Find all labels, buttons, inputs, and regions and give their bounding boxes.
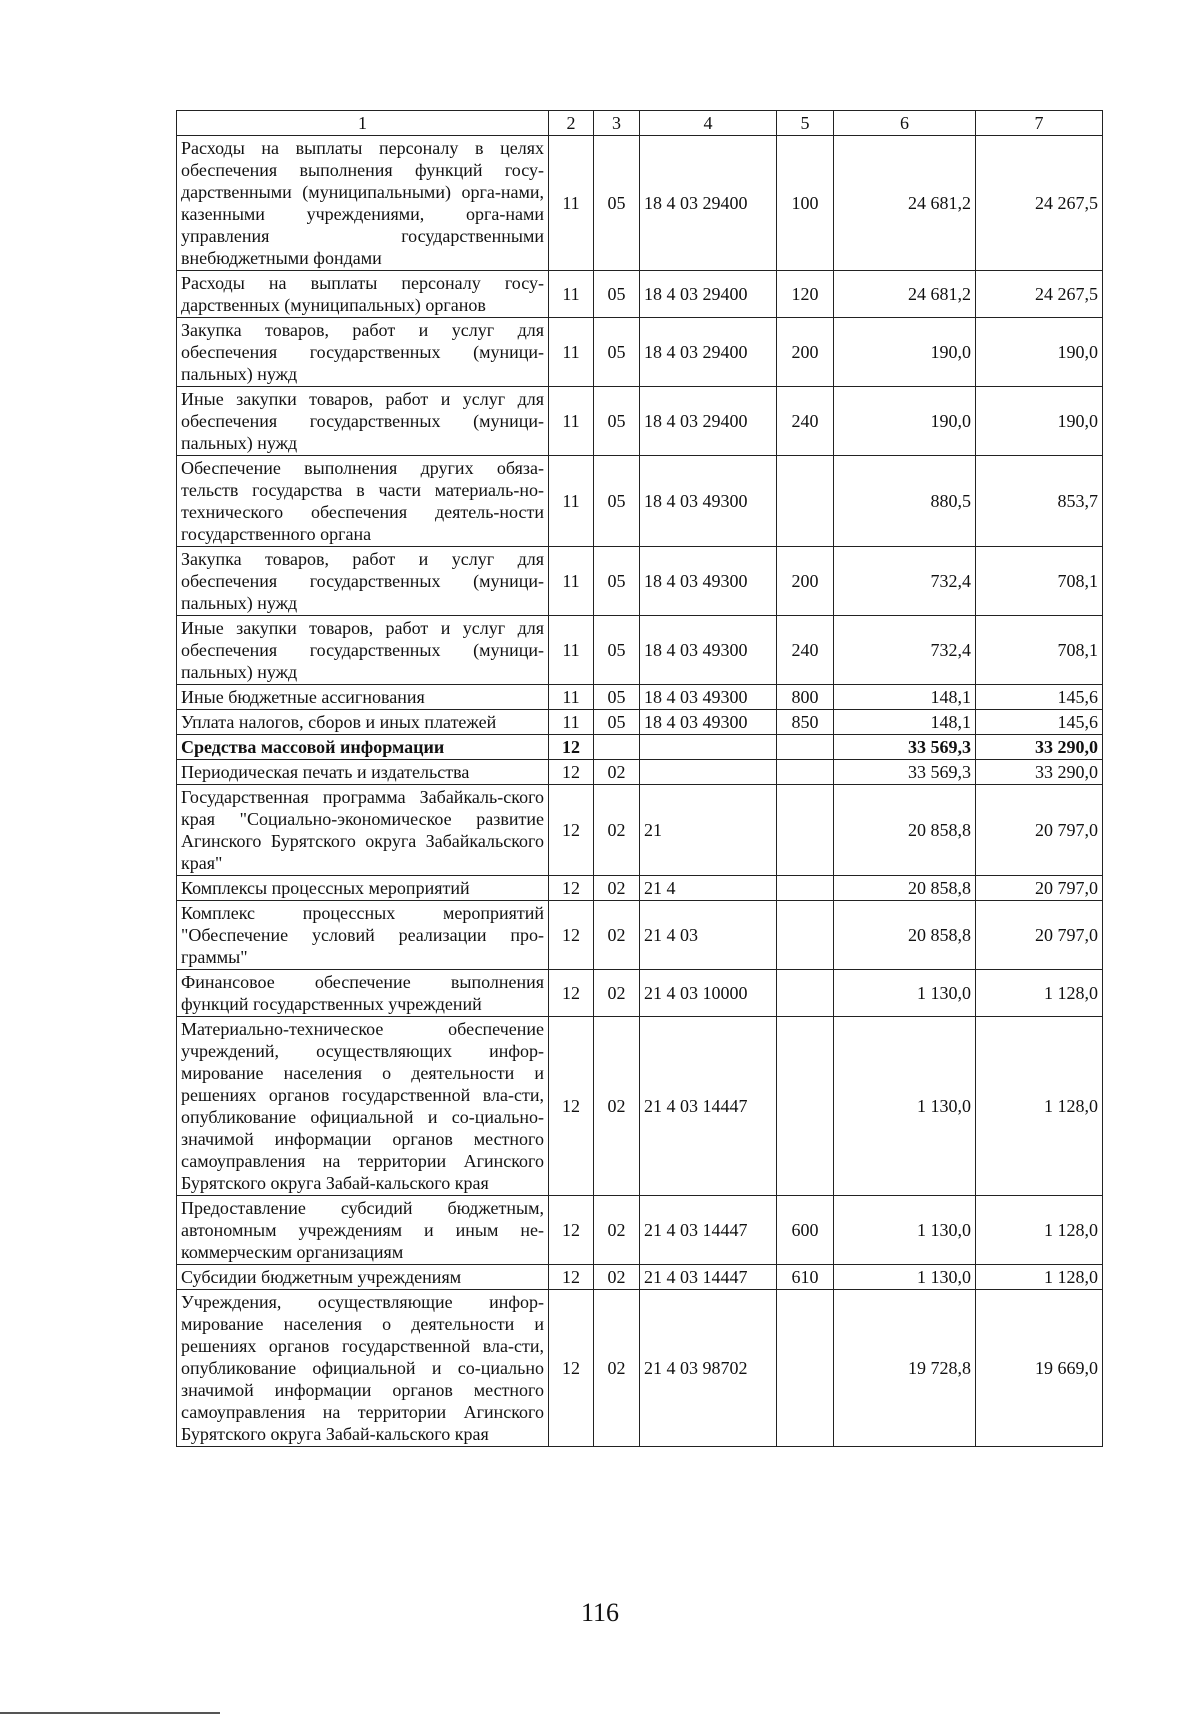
row-section-cell: 12 xyxy=(549,785,594,876)
row-expense-type-cell: 600 xyxy=(777,1196,834,1265)
row-name-cell: Расходы на выплаты персоналу в целях обеспечения выполнения функций госу-дарственными (муниципальными) орга-нами, казенными учреждениями, орга-нами управления государственными внебюджетными фондами xyxy=(177,136,549,271)
table-row xyxy=(177,456,1103,547)
table-row xyxy=(177,710,1103,735)
row-target-code-cell: 21 4 xyxy=(640,876,777,901)
row-section-cell: 11 xyxy=(549,456,594,547)
table-row xyxy=(177,547,1103,616)
row-amount-1-cell: 1 130,0 xyxy=(834,1265,976,1290)
row-subsection-cell: 05 xyxy=(594,685,640,710)
row-expense-type-cell: 200 xyxy=(777,547,834,616)
row-target-code-cell: 18 4 03 49300 xyxy=(640,456,777,547)
row-section-cell: 12 xyxy=(549,876,594,901)
row-amount-2-cell: 145,6 xyxy=(976,710,1103,735)
table-row xyxy=(177,760,1103,785)
row-expense-type-cell xyxy=(777,1290,834,1447)
row-amount-2-cell: 33 290,0 xyxy=(976,735,1103,760)
row-amount-2-cell: 145,6 xyxy=(976,685,1103,710)
row-amount-1-cell: 20 858,8 xyxy=(834,785,976,876)
table-row xyxy=(177,271,1103,318)
row-subsection-cell: 02 xyxy=(594,1290,640,1447)
row-target-code-cell: 21 4 03 98702 xyxy=(640,1290,777,1447)
row-section-cell: 12 xyxy=(549,901,594,970)
row-expense-type-cell: 200 xyxy=(777,318,834,387)
row-amount-2-cell: 190,0 xyxy=(976,387,1103,456)
row-target-code-cell: 21 4 03 14447 xyxy=(640,1017,777,1196)
row-section-cell: 11 xyxy=(549,318,594,387)
row-expense-type-cell xyxy=(777,970,834,1017)
row-section-cell: 11 xyxy=(549,136,594,271)
row-subsection-cell: 02 xyxy=(594,876,640,901)
table-row xyxy=(177,876,1103,901)
row-subsection-cell: 05 xyxy=(594,710,640,735)
table-row xyxy=(177,616,1103,685)
row-name-cell: Расходы на выплаты персоналу госу-дарственных (муниципальных) органов xyxy=(177,271,549,318)
row-expense-type-cell xyxy=(777,760,834,785)
row-subsection-cell: 02 xyxy=(594,760,640,785)
row-target-code-cell: 18 4 03 29400 xyxy=(640,318,777,387)
row-section-cell: 11 xyxy=(549,685,594,710)
header-cell-3: 3 xyxy=(594,111,640,136)
row-name-cell: Закупка товаров, работ и услуг для обеспечения государственных (муници-пальных) нужд xyxy=(177,547,549,616)
row-amount-2-cell: 1 128,0 xyxy=(976,1265,1103,1290)
header-cell-1: 1 xyxy=(177,111,549,136)
row-subsection-cell: 02 xyxy=(594,785,640,876)
row-amount-2-cell: 19 669,0 xyxy=(976,1290,1103,1447)
row-amount-1-cell: 190,0 xyxy=(834,387,976,456)
row-name-cell: Финансовое обеспечение выполнения функций государственных учреждений xyxy=(177,970,549,1017)
row-section-cell: 12 xyxy=(549,970,594,1017)
budget-table xyxy=(176,110,1103,1447)
row-section-cell: 12 xyxy=(549,1265,594,1290)
row-subsection-cell: 05 xyxy=(594,456,640,547)
row-expense-type-cell xyxy=(777,876,834,901)
row-amount-2-cell: 1 128,0 xyxy=(976,970,1103,1017)
row-section-cell: 12 xyxy=(549,1196,594,1265)
row-amount-1-cell: 20 858,8 xyxy=(834,876,976,901)
table-row xyxy=(177,1290,1103,1447)
table-row xyxy=(177,318,1103,387)
table-row xyxy=(177,1196,1103,1265)
row-expense-type-cell xyxy=(777,456,834,547)
row-expense-type-cell xyxy=(777,1017,834,1196)
row-name-cell: Уплата налогов, сборов и иных платежей xyxy=(177,710,549,735)
row-name-cell: Закупка товаров, работ и услуг для обеспечения государственных (муници-пальных) нужд xyxy=(177,318,549,387)
row-amount-1-cell: 880,5 xyxy=(834,456,976,547)
row-expense-type-cell: 240 xyxy=(777,616,834,685)
row-amount-2-cell: 33 290,0 xyxy=(976,760,1103,785)
row-name-cell: Иные бюджетные ассигнования xyxy=(177,685,549,710)
row-expense-type-cell: 120 xyxy=(777,271,834,318)
row-subsection-cell: 05 xyxy=(594,318,640,387)
row-target-code-cell: 21 4 03 14447 xyxy=(640,1196,777,1265)
row-section-cell: 12 xyxy=(549,760,594,785)
row-target-code-cell: 18 4 03 29400 xyxy=(640,136,777,271)
row-target-code-cell: 18 4 03 29400 xyxy=(640,387,777,456)
table-row xyxy=(177,735,1103,760)
row-target-code-cell: 18 4 03 49300 xyxy=(640,710,777,735)
row-target-code-cell: 21 xyxy=(640,785,777,876)
row-subsection-cell: 05 xyxy=(594,616,640,685)
row-section-cell: 12 xyxy=(549,1290,594,1447)
row-amount-1-cell: 1 130,0 xyxy=(834,1196,976,1265)
row-target-code-cell: 18 4 03 49300 xyxy=(640,547,777,616)
row-name-cell: Обеспечение выполнения других обяза-тельств государства в части материаль-но-технического обеспечения деятель-ности государственного органа xyxy=(177,456,549,547)
header-cell-6: 6 xyxy=(834,111,976,136)
row-amount-2-cell: 24 267,5 xyxy=(976,136,1103,271)
row-name-cell: Государственная программа Забайкаль-ского края "Социально-экономическое развитие Агинского Бурятского округа Забайкальского края" xyxy=(177,785,549,876)
row-target-code-cell: 21 4 03 10000 xyxy=(640,970,777,1017)
footer-rule xyxy=(0,1712,220,1714)
table-row xyxy=(177,901,1103,970)
header-cell-7: 7 xyxy=(976,111,1103,136)
row-name-cell: Иные закупки товаров, работ и услуг для обеспечения государственных (муници-пальных) нужд xyxy=(177,387,549,456)
row-expense-type-cell: 100 xyxy=(777,136,834,271)
row-expense-type-cell xyxy=(777,785,834,876)
table-row xyxy=(177,685,1103,710)
row-amount-1-cell: 19 728,8 xyxy=(834,1290,976,1447)
row-subsection-cell xyxy=(594,735,640,760)
row-name-cell: Материально-техническое обеспечение учреждений, осуществляющих инфор-мирование населения о деятельности и решениях органов государственной вла-сти, опубликование официальной и со-циально-значимой информации органов местного самоуправления на территории Агинского Бурятского округа Забай-кальского края xyxy=(177,1017,549,1196)
row-amount-2-cell: 20 797,0 xyxy=(976,901,1103,970)
row-amount-2-cell: 20 797,0 xyxy=(976,876,1103,901)
table-row xyxy=(177,970,1103,1017)
row-amount-2-cell: 708,1 xyxy=(976,616,1103,685)
row-expense-type-cell xyxy=(777,735,834,760)
table-row xyxy=(177,136,1103,271)
row-name-cell: Учреждения, осуществляющие инфор-мирование населения о деятельности и решениях органов государственной вла-сти, опубликование официальной и со-циально значимой информации органов местного самоуправления на территории Агинского Бурятского округа Забай-кальского края xyxy=(177,1290,549,1447)
row-target-code-cell: 18 4 03 49300 xyxy=(640,685,777,710)
row-section-cell: 11 xyxy=(549,547,594,616)
table-row xyxy=(177,785,1103,876)
row-target-code-cell xyxy=(640,735,777,760)
row-amount-2-cell: 1 128,0 xyxy=(976,1196,1103,1265)
row-subsection-cell: 05 xyxy=(594,271,640,318)
table-row xyxy=(177,1265,1103,1290)
row-amount-2-cell: 853,7 xyxy=(976,456,1103,547)
row-name-cell: Комплекс процессных мероприятий "Обеспечение условий реализации про-граммы" xyxy=(177,901,549,970)
row-target-code-cell: 21 4 03 xyxy=(640,901,777,970)
header-cell-4: 4 xyxy=(640,111,777,136)
row-name-cell: Иные закупки товаров, работ и услуг для обеспечения государственных (муници-пальных) нужд xyxy=(177,616,549,685)
row-subsection-cell: 02 xyxy=(594,901,640,970)
row-subsection-cell: 02 xyxy=(594,970,640,1017)
table-header-row xyxy=(177,111,1103,136)
row-amount-1-cell: 33 569,3 xyxy=(834,760,976,785)
row-target-code-cell: 18 4 03 49300 xyxy=(640,616,777,685)
row-amount-1-cell: 148,1 xyxy=(834,710,976,735)
header-cell-5: 5 xyxy=(777,111,834,136)
row-name-cell: Периодическая печать и издательства xyxy=(177,760,549,785)
table-row xyxy=(177,1017,1103,1196)
row-section-cell: 11 xyxy=(549,271,594,318)
row-amount-1-cell: 20 858,8 xyxy=(834,901,976,970)
row-amount-1-cell: 1 130,0 xyxy=(834,1017,976,1196)
row-subsection-cell: 02 xyxy=(594,1017,640,1196)
row-target-code-cell: 21 4 03 14447 xyxy=(640,1265,777,1290)
row-expense-type-cell: 610 xyxy=(777,1265,834,1290)
row-section-cell: 12 xyxy=(549,1017,594,1196)
row-amount-1-cell: 148,1 xyxy=(834,685,976,710)
row-amount-2-cell: 1 128,0 xyxy=(976,1017,1103,1196)
row-subsection-cell: 02 xyxy=(594,1265,640,1290)
row-amount-2-cell: 24 267,5 xyxy=(976,271,1103,318)
row-expense-type-cell xyxy=(777,901,834,970)
table-row xyxy=(177,387,1103,456)
header-cell-2: 2 xyxy=(549,111,594,136)
row-section-cell: 11 xyxy=(549,616,594,685)
row-amount-2-cell: 20 797,0 xyxy=(976,785,1103,876)
row-name-cell: Предоставление субсидий бюджетным, автономным учреждениям и иным не-коммерческим организациям xyxy=(177,1196,549,1265)
row-subsection-cell: 05 xyxy=(594,547,640,616)
row-expense-type-cell: 850 xyxy=(777,710,834,735)
row-subsection-cell: 05 xyxy=(594,136,640,271)
row-name-cell: Комплексы процессных мероприятий xyxy=(177,876,549,901)
row-amount-1-cell: 24 681,2 xyxy=(834,271,976,318)
row-subsection-cell: 05 xyxy=(594,387,640,456)
row-amount-1-cell: 190,0 xyxy=(834,318,976,387)
row-section-cell: 12 xyxy=(549,735,594,760)
budget-table-body xyxy=(177,111,1103,1447)
row-expense-type-cell: 240 xyxy=(777,387,834,456)
row-amount-2-cell: 708,1 xyxy=(976,547,1103,616)
row-section-cell: 11 xyxy=(549,387,594,456)
row-expense-type-cell: 800 xyxy=(777,685,834,710)
row-target-code-cell: 18 4 03 29400 xyxy=(640,271,777,318)
row-target-code-cell xyxy=(640,760,777,785)
row-section-cell: 11 xyxy=(549,710,594,735)
row-name-cell: Субсидии бюджетным учреждениям xyxy=(177,1265,549,1290)
row-amount-1-cell: 33 569,3 xyxy=(834,735,976,760)
row-amount-1-cell: 732,4 xyxy=(834,547,976,616)
page-number: 116 xyxy=(580,1598,620,1627)
row-name-cell: Средства массовой информации xyxy=(177,735,549,760)
row-subsection-cell: 02 xyxy=(594,1196,640,1265)
row-amount-2-cell: 190,0 xyxy=(976,318,1103,387)
row-amount-1-cell: 24 681,2 xyxy=(834,136,976,271)
row-amount-1-cell: 1 130,0 xyxy=(834,970,976,1017)
row-amount-1-cell: 732,4 xyxy=(834,616,976,685)
